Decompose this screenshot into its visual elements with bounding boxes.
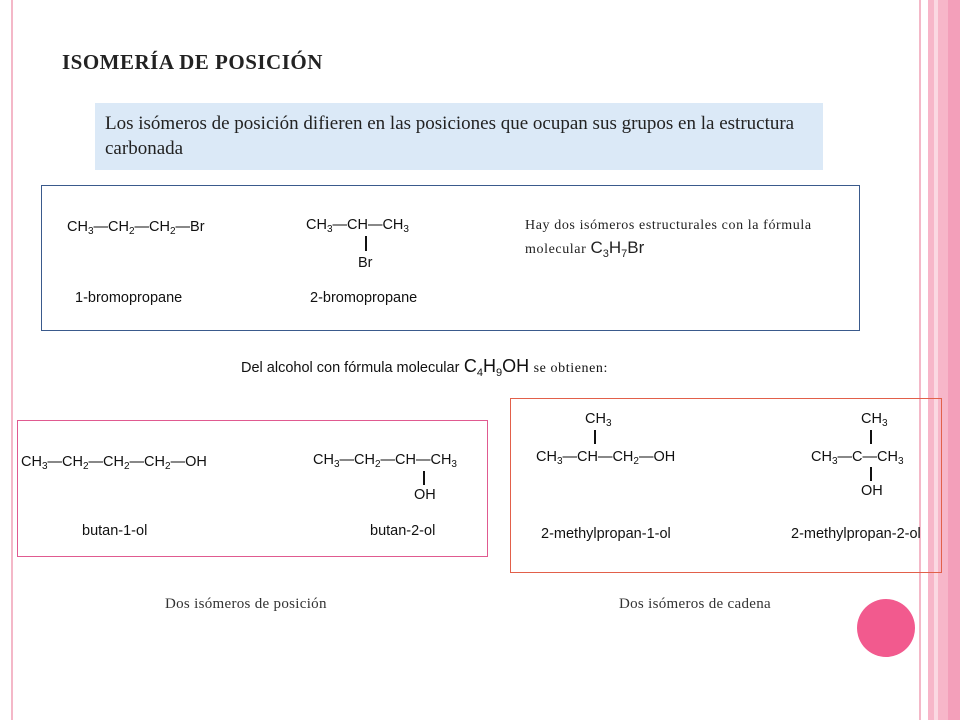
position-isomers-box — [17, 420, 488, 557]
bond-line — [870, 467, 872, 481]
caption-chain-isomers: Dos isómeros de cadena — [619, 596, 771, 612]
methyl-branch: $CH_3$ — [585, 411, 612, 429]
chain-isomers-box — [510, 398, 942, 573]
decorative-circle — [857, 599, 915, 657]
bond-line — [365, 236, 367, 251]
definition-box — [95, 103, 823, 170]
structure-butan-1-ol: $CH_3—CH_2—CH_2—CH_2—OH$ — [21, 454, 207, 472]
structure-2-methylpropan-1-ol: $CH_3—CH—CH_2—OH$ — [536, 449, 676, 467]
bromopropane-box — [41, 185, 860, 331]
isomer-note-text: Hay dos isómeros estructurales con la fórmula molecular — [525, 218, 812, 257]
methyl-branch: $CH_3$ — [861, 411, 888, 429]
bond-line — [594, 430, 596, 444]
substituent-oh: OH — [861, 483, 883, 499]
page-title: ISOMERÍA DE POSICIÓN — [62, 50, 323, 74]
definition-text: Los isómeros de posición difieren en las posiciones que ocupan sus grupos en la estructura carbonada — [105, 113, 795, 159]
molecular-formula-c3h7br: $C_3H_7Br$ — [590, 238, 645, 260]
structure-2-bromopropane: $CH_3—CH—CH_3$ — [306, 217, 409, 235]
decor-stripe — [948, 0, 960, 720]
bond-line — [423, 471, 425, 485]
structure-1-bromopropane: $CH_3—CH_2—CH_2—Br$ — [67, 219, 205, 237]
alcohol-intro-prefix: Del alcohol con fórmula molecular — [241, 360, 460, 376]
bond-line — [870, 430, 872, 444]
structure-2-methylpropan-2-ol: $CH_3—C—CH_3$ — [811, 449, 904, 467]
name-2-bromopropane: 2-bromopropane — [310, 290, 418, 306]
substituent-br: Br — [358, 255, 373, 271]
molecular-formula-c4h9oh: $C_4H_9OH$ — [463, 356, 530, 379]
alcohol-intro-suffix: se obtienen: — [533, 361, 609, 376]
name-butan-2-ol: butan-2-ol — [370, 523, 436, 539]
decor-stripe — [938, 0, 948, 720]
name-butan-1-ol: butan-1-ol — [82, 523, 148, 539]
name-2-methylpropan-1-ol: 2-methylpropan-1-ol — [541, 526, 671, 542]
name-1-bromopropane: 1-bromopropane — [75, 290, 183, 306]
name-2-methylpropan-2-ol: 2-methylpropan-2-ol — [791, 526, 921, 542]
alcohol-intro — [241, 356, 608, 379]
caption-position-isomers: Dos isómeros de posición — [165, 596, 327, 612]
isomer-note — [525, 215, 855, 265]
substituent-oh: OH — [414, 487, 436, 503]
structure-butan-2-ol: $CH_3—CH_2—CH—CH_3$ — [313, 452, 457, 470]
